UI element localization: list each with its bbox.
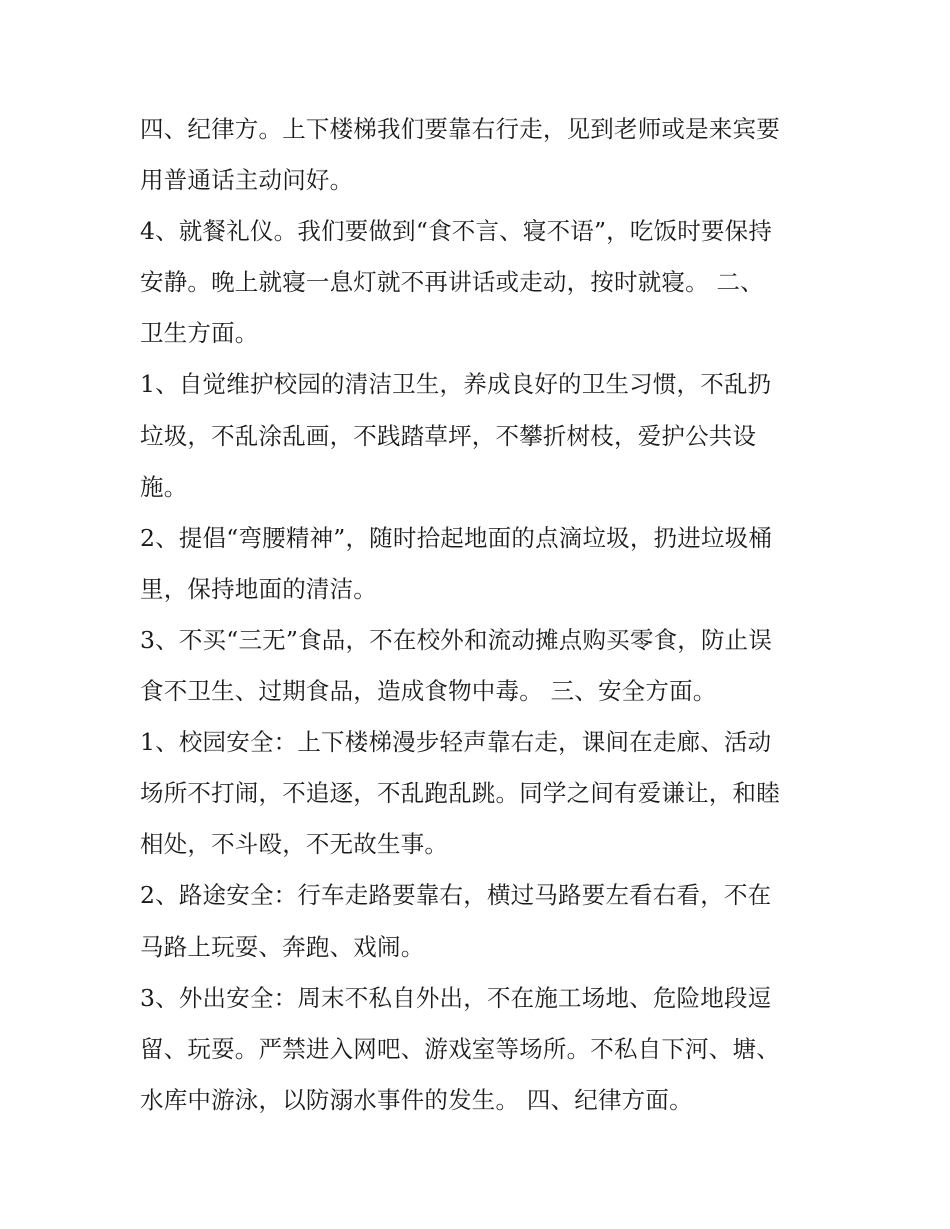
text-line: 施。: [140, 472, 188, 501]
document-body: [140, 104, 820, 1126]
text-line: 里，保持地面的清洁。: [140, 574, 377, 603]
text-line: 4、就餐礼仪。我们要做到“食不言、寝不语”，吃饭时要保持: [140, 217, 773, 246]
text-line: 相处，不斗殴，不无故生事。: [140, 830, 449, 859]
text-line: 用普通话主动问好。: [140, 166, 354, 195]
text-line: 1、自觉维护校园的清洁卫生，养成良好的卫生习惯，不乱扔: [140, 370, 772, 399]
text-line: 2、路途安全：行车走路要靠右，横过马路要左看右看，不在: [140, 881, 772, 910]
text-line: 马路上玩耍、奔跑、戏闹。: [140, 932, 425, 961]
text-line: 四、纪律方。上下楼梯我们要靠右行走，见到老师或是来宾要: [140, 115, 780, 143]
text-line: 垃圾，不乱涂乱画，不践踏草坪，不攀折树枝，爱护公共设: [140, 421, 757, 450]
text-line: 场所不打闹，不追逐，不乱跑乱跳。同学之间有爱谦让，和睦: [140, 779, 780, 808]
text-line: 留、玩耍。严禁进入网吧、游戏室等场所。不私自下河、塘、: [140, 1034, 780, 1063]
text-line: 卫生方面。: [140, 319, 259, 348]
text-line: 食不卫生、过期食品，造成食物中毒。 三、安全方面。: [140, 677, 717, 706]
text-line: 水库中游泳，以防溺水事件的发生。 四、纪律方面。: [140, 1085, 693, 1114]
text-line: 2、提倡“弯腰精神”，随时拾起地面的点滴垃圾，扔进垃圾桶: [140, 523, 773, 552]
text-line: 3、不买“三无”食品，不在校外和流动摊点购买零食，防止误: [140, 625, 773, 654]
text-line: 安静。晚上就寝一息灯就不再讲话或走动，按时就寝。 二、: [140, 268, 764, 297]
text-line: 3、外出安全：周末不私自外出，不在施工场地、危险地段逗: [140, 983, 772, 1012]
text-line: 1、校园安全：上下楼梯漫步轻声靠右走，课间在走廊、活动: [140, 728, 772, 757]
